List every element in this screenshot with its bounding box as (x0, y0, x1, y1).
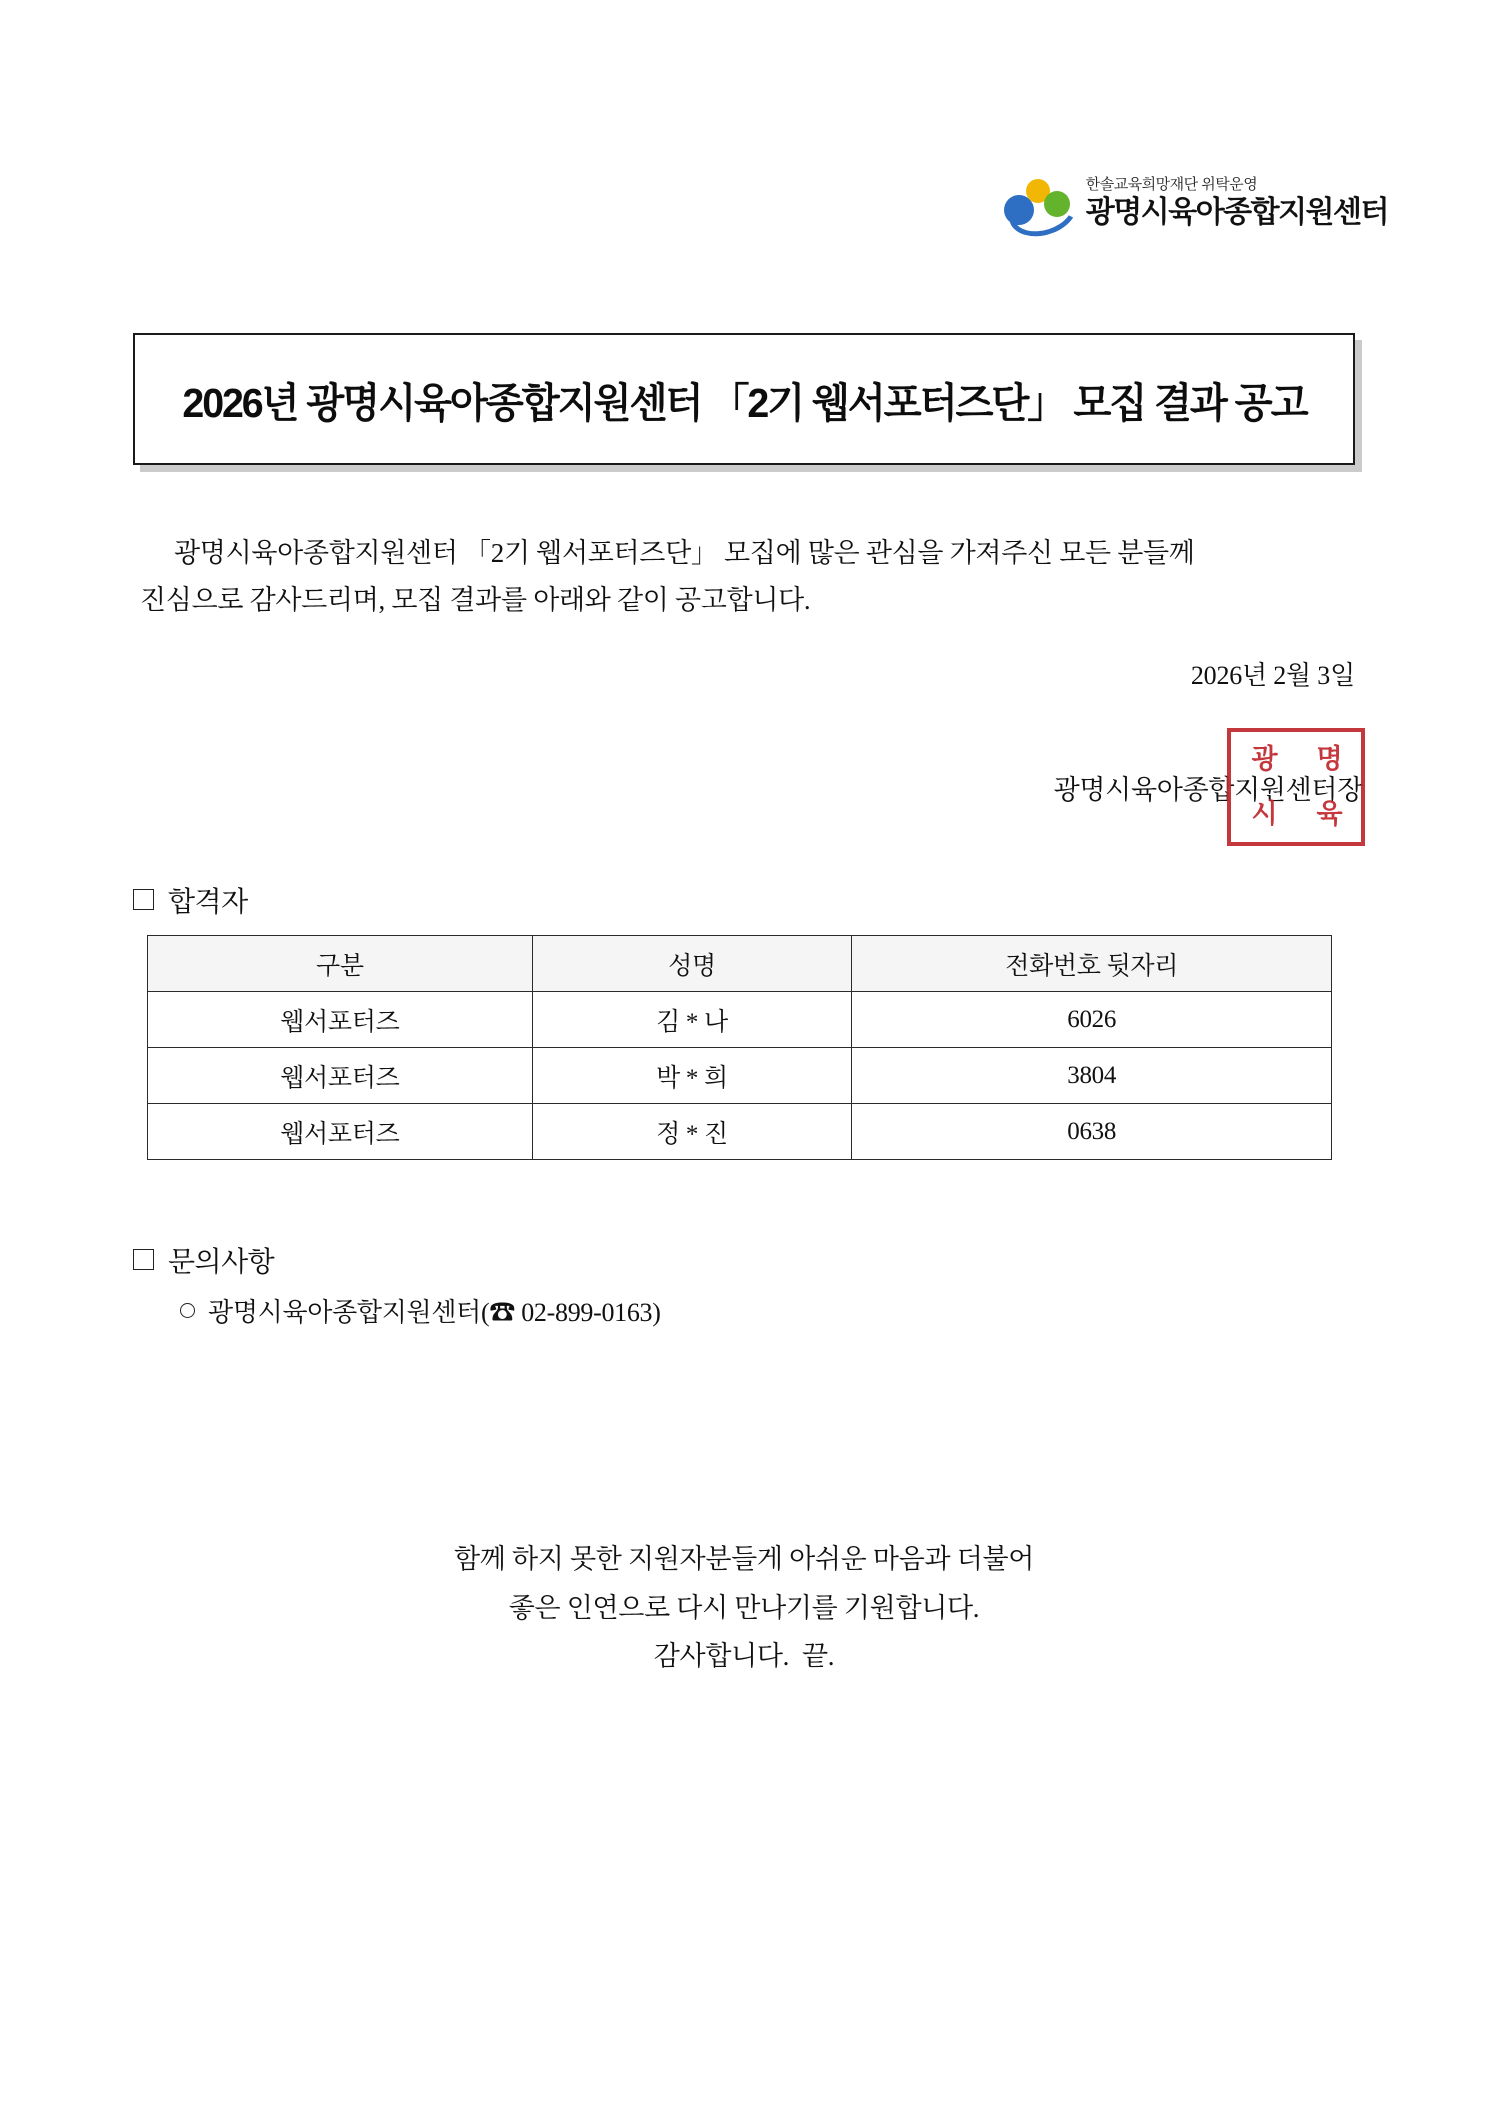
column-header-name: 성명 (532, 936, 852, 992)
page-title: 2026년 광명시육아종합지원센터 「2기 웹서포터즈단」 모집 결과 공고 (181, 379, 1307, 426)
table-header-row (148, 936, 1332, 992)
contact-text: 광명시육아종합지원센터(☎ 02-899-0163) (208, 1298, 661, 1327)
logo-subtitle: 한솔교육희망재단 위탁운영 (1085, 175, 1258, 193)
cell-name: 정 * 진 (532, 1104, 852, 1160)
seal-char-1: 광 (1251, 744, 1276, 774)
logo-name: 광명시육아종합지원센터 (1085, 196, 1388, 229)
table-row (148, 1048, 1332, 1104)
title-box (133, 333, 1355, 465)
section-heading-passers (133, 880, 248, 920)
closing-line-2: 좋은 인연으로 다시 만나기를 기원합니다. (508, 1592, 980, 1623)
closing-message (0, 1535, 1488, 1681)
closing-line-1: 함께 하지 못한 지원자분들게 아쉬운 마음과 더불어 (453, 1544, 1035, 1574)
cell-phone: 6026 (852, 992, 1332, 1048)
square-bullet-icon (133, 889, 154, 910)
contact-line (180, 1292, 661, 1329)
square-bullet-icon (133, 1249, 154, 1270)
column-header-phone: 전화번호 뒷자리 (852, 936, 1332, 992)
section-label-inquiry: 문의사항 (168, 1247, 275, 1278)
organization-logo (1004, 175, 1388, 229)
cell-name: 박 * 희 (532, 1048, 852, 1104)
circle-bullet-icon (180, 1303, 195, 1318)
section-label-passers: 합격자 (168, 887, 248, 918)
table-row (148, 992, 1332, 1048)
cell-category: 웹서포터즈 (148, 992, 533, 1048)
cell-category: 웹서포터즈 (148, 1104, 533, 1160)
cell-name: 김 * 나 (532, 992, 852, 1048)
seal-char-2: 명 (1316, 744, 1341, 774)
table-row (148, 1104, 1332, 1160)
cell-phone: 3804 (852, 1048, 1332, 1104)
official-seal-icon (1227, 728, 1365, 846)
section-heading-inquiry (133, 1240, 274, 1280)
closing-line-3: 감사합니다. 끝. (653, 1641, 835, 1672)
signature-line: 광명시육아종합지원센터장 (1053, 775, 1363, 805)
announcement-date: 2026년 2월 3일 (1190, 661, 1355, 690)
cell-phone: 0638 (852, 1104, 1332, 1160)
cell-category: 웹서포터즈 (148, 1048, 533, 1104)
seal-char-4: 육 (1316, 799, 1341, 829)
intro-line-2: 진심으로 감사드리며, 모집 결과를 아래와 같이 공고합니다. (140, 585, 811, 616)
intro-paragraph (140, 530, 1350, 625)
seal-char-3: 시 (1251, 799, 1276, 829)
sc-logo-icon (1004, 175, 1076, 229)
intro-line-1: 광명시육아종합지원센터 「2기 웹서포터즈단」 모집에 많은 관심을 가져주신 모든 분들께 (174, 538, 1195, 568)
results-table (147, 935, 1332, 1160)
column-header-category: 구분 (148, 936, 533, 992)
